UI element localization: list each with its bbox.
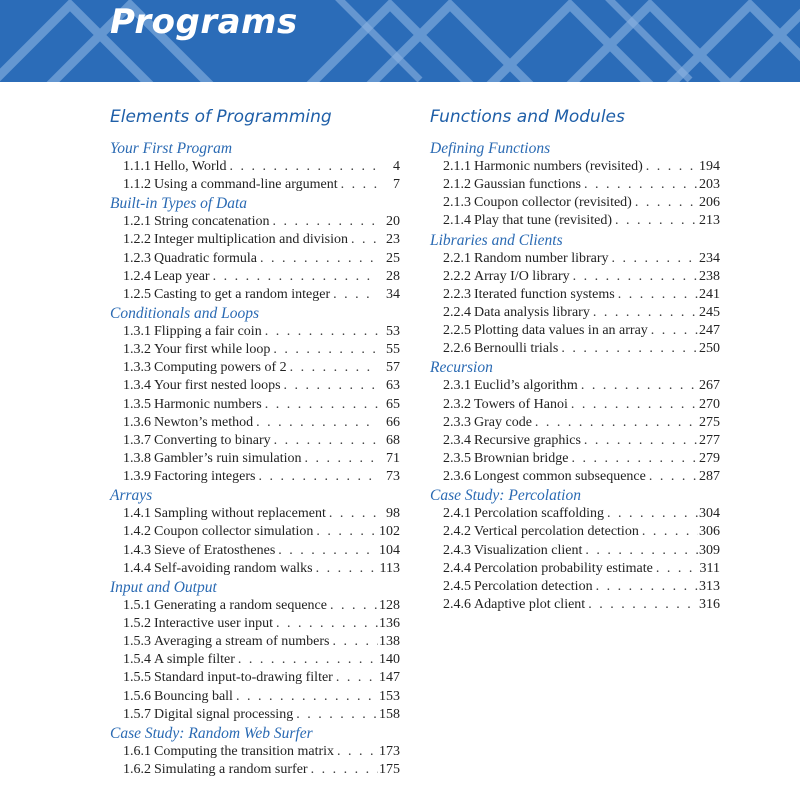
program-title: Sampling without replacement xyxy=(154,506,326,522)
page-number: 267 xyxy=(699,378,720,394)
toc-entry[interactable] xyxy=(110,743,400,761)
program-number: 1.2.3 xyxy=(123,250,151,266)
page-number: 20 xyxy=(386,214,400,230)
page-number: 309 xyxy=(699,542,720,558)
page-number: 113 xyxy=(379,560,400,576)
dot-leader xyxy=(590,304,698,322)
page-number: 245 xyxy=(699,304,720,320)
toc-entry[interactable] xyxy=(430,542,720,560)
toc-entry[interactable] xyxy=(110,633,400,651)
toc-entry[interactable] xyxy=(110,158,400,176)
program-number: 2.1.3 xyxy=(443,195,471,211)
program-title: Data analysis library xyxy=(474,304,590,320)
toc-entry[interactable] xyxy=(430,176,720,194)
program-title: Computing powers of 2 xyxy=(154,360,287,376)
page-number: 68 xyxy=(386,432,400,448)
program-number: 1.1.1 xyxy=(123,159,151,174)
dot-leader xyxy=(643,158,698,176)
page-number: 158 xyxy=(379,706,400,722)
program-title: Generating a random sequence xyxy=(154,597,327,613)
program-number: 2.1.1 xyxy=(443,159,471,174)
toc-entry[interactable] xyxy=(430,596,720,614)
dot-leader xyxy=(233,688,378,706)
program-title: Simulating a random surfer xyxy=(154,761,308,777)
program-number: 1.5.3 xyxy=(123,634,151,650)
page-number: 53 xyxy=(386,323,400,339)
toc-entry[interactable] xyxy=(110,560,400,578)
toc-entry[interactable] xyxy=(110,377,400,395)
page-number: 279 xyxy=(699,450,720,466)
page-number: 25 xyxy=(386,250,400,266)
program-title: Computing the transition matrix xyxy=(154,743,335,759)
toc-entry[interactable] xyxy=(430,322,720,340)
toc-entry[interactable] xyxy=(110,542,400,560)
program-number: 2.3.1 xyxy=(443,378,471,394)
program-number: 2.3.3 xyxy=(443,414,471,430)
program-title: Coupon collector (revisited) xyxy=(474,195,632,211)
page-number: 102 xyxy=(379,524,400,540)
program-title: Longest common subsequence xyxy=(474,469,646,485)
dot-leader xyxy=(281,377,378,395)
section-title: Arrays xyxy=(110,487,153,505)
dot-leader xyxy=(581,432,698,450)
program-number: 1.3.8 xyxy=(123,450,151,466)
toc-entry[interactable] xyxy=(110,414,400,432)
section-title: Recursion xyxy=(430,359,493,377)
toc-entry[interactable] xyxy=(110,651,400,669)
program-title: Gray code xyxy=(474,414,532,430)
program-number: 1.4.1 xyxy=(123,506,151,522)
toc-entry[interactable] xyxy=(110,615,400,633)
dot-leader xyxy=(612,212,698,230)
program-number: 1.3.2 xyxy=(123,342,151,358)
program-title: Newton’s method xyxy=(154,414,254,430)
toc-entry[interactable] xyxy=(430,560,720,578)
dot-leader xyxy=(653,560,698,578)
dot-leader xyxy=(308,761,378,779)
program-title: Percolation detection xyxy=(474,578,593,594)
page-number: 304 xyxy=(699,506,720,522)
toc-entry[interactable] xyxy=(110,468,400,486)
program-title: Converting to binary xyxy=(154,432,271,448)
dot-leader xyxy=(333,669,378,687)
program-number: 1.3.1 xyxy=(123,323,151,339)
toc-entry[interactable] xyxy=(110,706,400,724)
program-title: Recursive graphics xyxy=(474,432,581,448)
program-title: Using a command-line argument xyxy=(154,177,338,193)
program-title: Iterated function systems xyxy=(474,286,615,302)
toc-entry[interactable] xyxy=(110,688,400,706)
page-number: 7 xyxy=(393,177,400,193)
dot-leader xyxy=(313,560,378,578)
dot-leader xyxy=(270,341,378,359)
program-number: 2.1.2 xyxy=(443,177,471,193)
page-number: 65 xyxy=(386,396,400,412)
program-title: Interactive user input xyxy=(154,615,273,631)
dot-leader xyxy=(262,323,378,341)
left-column-heading: Elements of Programming xyxy=(110,107,332,127)
program-number: 2.2.1 xyxy=(443,250,471,266)
program-title: Percolation scaffolding xyxy=(474,506,604,522)
page-number: 34 xyxy=(386,286,400,302)
program-number: 1.4.2 xyxy=(123,524,151,540)
page-number: 241 xyxy=(699,286,720,302)
program-number: 1.5.7 xyxy=(123,706,151,722)
section-title: Your First Program xyxy=(110,140,233,157)
page-number: 213 xyxy=(699,213,720,229)
dot-leader xyxy=(262,396,378,414)
page-number: 73 xyxy=(386,469,400,485)
toc-entry[interactable] xyxy=(430,432,720,450)
page-number: 206 xyxy=(699,195,720,211)
program-title: Gambler’s ruin simulation xyxy=(154,450,302,466)
toc-entry[interactable] xyxy=(110,268,400,286)
program-number: 2.4.1 xyxy=(443,506,471,522)
program-title: Bouncing ball xyxy=(154,688,233,704)
section-title: Libraries and Clients xyxy=(430,231,563,249)
toc-entry[interactable] xyxy=(430,396,720,414)
section-title: Case Study: Percolation xyxy=(430,487,581,505)
program-number: 2.3.2 xyxy=(443,396,471,412)
program-title: Casting to get a random integer xyxy=(154,286,331,302)
program-title: Gaussian functions xyxy=(474,177,581,193)
program-number: 1.3.4 xyxy=(123,378,151,394)
dot-leader xyxy=(609,250,698,268)
toc-entry[interactable] xyxy=(430,340,720,358)
toc-entry[interactable] xyxy=(110,176,400,194)
page-number: 55 xyxy=(386,342,400,358)
dot-leader xyxy=(269,213,378,231)
page-number: 306 xyxy=(699,524,720,540)
toc-entry[interactable] xyxy=(110,450,400,468)
dot-leader xyxy=(275,542,378,560)
page-number: 71 xyxy=(386,450,400,466)
program-title: Adaptive plot client xyxy=(474,596,586,612)
program-number: 2.2.6 xyxy=(443,341,471,357)
program-title: Coupon collector simulation xyxy=(154,524,314,540)
toc-entry[interactable] xyxy=(110,286,400,304)
page-number: 140 xyxy=(379,652,400,668)
dot-leader xyxy=(210,268,378,286)
program-title: Play that tune (revisited) xyxy=(474,213,613,229)
toc-entry[interactable] xyxy=(110,669,400,687)
program-number: 2.2.3 xyxy=(443,286,471,302)
dot-leader xyxy=(615,286,698,304)
section-title: Input and Output xyxy=(110,578,217,596)
page-number: 136 xyxy=(379,615,400,631)
program-title: Harmonic numbers xyxy=(154,396,262,412)
toc-entry[interactable] xyxy=(430,468,720,486)
page-number: 234 xyxy=(699,250,720,266)
page-number: 250 xyxy=(699,341,720,357)
right-column-heading: Functions and Modules xyxy=(430,107,625,127)
program-title: Euclid’s algorithm xyxy=(474,378,578,394)
program-number: 1.2.1 xyxy=(123,214,151,230)
section-title: Defining Functions xyxy=(430,140,551,157)
program-number: 2.2.4 xyxy=(443,304,471,320)
dot-leader xyxy=(581,176,698,194)
dot-leader xyxy=(271,432,378,450)
dot-leader xyxy=(227,158,379,176)
program-title: String concatenation xyxy=(154,214,270,230)
dot-leader xyxy=(330,286,378,304)
dot-leader xyxy=(273,615,378,633)
program-title: Self-avoiding random walks xyxy=(154,560,313,576)
dot-leader xyxy=(334,743,378,761)
program-number: 1.2.2 xyxy=(123,232,151,248)
dot-leader xyxy=(558,340,698,358)
dot-leader xyxy=(257,250,378,268)
dot-leader xyxy=(582,542,698,560)
page-number: 175 xyxy=(379,761,400,777)
program-title: Leap year xyxy=(154,268,210,284)
toc-entry[interactable] xyxy=(110,250,400,268)
program-title: Random number library xyxy=(474,250,609,266)
program-number: 1.3.5 xyxy=(123,396,151,412)
toc-entry[interactable] xyxy=(110,396,400,414)
program-number: 2.2.2 xyxy=(443,268,471,284)
toc-entry[interactable] xyxy=(110,761,400,779)
dot-leader xyxy=(327,597,378,615)
program-title: Plotting data values in an array xyxy=(474,323,648,339)
toc-entry[interactable] xyxy=(110,341,400,359)
page-number: 23 xyxy=(386,232,400,248)
toc-entry[interactable] xyxy=(110,323,400,341)
page-number: 138 xyxy=(379,634,400,650)
program-number: 1.1.2 xyxy=(123,177,151,193)
program-title: A simple filter xyxy=(154,652,235,668)
toc-entry[interactable] xyxy=(430,505,720,523)
program-number: 1.3.9 xyxy=(123,469,151,485)
dot-leader xyxy=(255,468,378,486)
page-number: 66 xyxy=(386,414,400,430)
page-number: 194 xyxy=(699,159,720,174)
program-number: 1.4.3 xyxy=(123,542,151,558)
page-number: 153 xyxy=(379,688,400,704)
program-title: Your first nested loops xyxy=(154,378,281,394)
program-title: Integer multiplication and division xyxy=(154,232,349,248)
program-number: 1.5.2 xyxy=(123,615,151,631)
dot-leader xyxy=(348,231,378,249)
left-column xyxy=(110,104,400,779)
program-title: Vertical percolation detection xyxy=(474,524,639,540)
toc-entry[interactable] xyxy=(430,286,720,304)
program-number: 1.5.5 xyxy=(123,670,151,686)
program-number: 2.3.5 xyxy=(443,450,471,466)
program-title: Visualization client xyxy=(474,542,583,558)
program-number: 2.4.5 xyxy=(443,578,471,594)
page-number: 4 xyxy=(393,159,400,174)
page-number: 316 xyxy=(699,596,720,612)
dot-leader xyxy=(338,176,378,194)
page-number: 28 xyxy=(386,268,400,284)
toc-entry[interactable] xyxy=(110,523,400,541)
toc-entry[interactable] xyxy=(430,414,720,432)
dot-leader xyxy=(287,359,378,377)
page-number: 98 xyxy=(386,506,400,522)
page-number: 270 xyxy=(699,396,720,412)
program-title: Brownian bridge xyxy=(474,450,569,466)
dot-leader xyxy=(235,651,378,669)
program-number: 2.4.2 xyxy=(443,524,471,540)
page-number: 203 xyxy=(699,177,720,193)
program-title: Factoring integers xyxy=(154,469,256,485)
page-number: 277 xyxy=(699,432,720,448)
page-number: 104 xyxy=(379,542,400,558)
program-number: 1.3.6 xyxy=(123,414,151,430)
program-number: 1.2.4 xyxy=(123,268,151,284)
program-title: Quadratic formula xyxy=(154,250,258,266)
dot-leader xyxy=(326,505,378,523)
page-number: 275 xyxy=(699,414,720,430)
toc-entry[interactable] xyxy=(430,212,720,230)
dot-leader xyxy=(253,414,378,432)
toc-entry[interactable] xyxy=(430,194,720,212)
dot-leader xyxy=(329,633,378,651)
dot-leader xyxy=(632,194,698,212)
program-title: Your first while loop xyxy=(154,342,271,358)
section-title: Case Study: Random Web Surfer xyxy=(110,724,313,742)
program-number: 2.4.4 xyxy=(443,560,471,576)
dot-leader xyxy=(648,322,698,340)
program-title: Array I/O library xyxy=(474,268,570,284)
toc-entry[interactable] xyxy=(430,158,720,176)
dot-leader xyxy=(585,596,698,614)
dot-leader xyxy=(593,578,698,596)
toc-entry[interactable] xyxy=(430,578,720,596)
page-number: 63 xyxy=(386,378,400,394)
program-title: Flipping a fair coin xyxy=(154,323,262,339)
dot-leader xyxy=(532,414,698,432)
toc-entry[interactable] xyxy=(110,597,400,615)
dot-leader xyxy=(570,268,698,286)
program-number: 1.5.6 xyxy=(123,688,151,704)
program-title: Standard input-to-drawing filter xyxy=(154,670,333,686)
dot-leader xyxy=(313,523,378,541)
dot-leader xyxy=(293,706,378,724)
program-number: 1.6.1 xyxy=(123,743,151,759)
dot-leader xyxy=(568,450,698,468)
toc-entry[interactable] xyxy=(430,268,720,286)
header-banner xyxy=(0,0,800,82)
program-number: 2.2.5 xyxy=(443,323,471,339)
page-number: 238 xyxy=(699,268,720,284)
page-number: 128 xyxy=(379,597,400,613)
program-number: 2.4.6 xyxy=(443,596,471,612)
program-title: Hello, World xyxy=(154,159,227,174)
program-title: Averaging a stream of numbers xyxy=(154,634,330,650)
program-title: Digital signal processing xyxy=(154,706,294,722)
program-number: 1.5.1 xyxy=(123,597,151,613)
program-title: Towers of Hanoi xyxy=(474,396,568,412)
toc-entry[interactable] xyxy=(430,450,720,468)
page-number: 247 xyxy=(699,323,720,339)
program-number: 2.4.3 xyxy=(443,542,471,558)
page-number: 287 xyxy=(699,469,720,485)
dot-leader xyxy=(604,505,698,523)
toc-entry[interactable] xyxy=(110,432,400,450)
dot-leader xyxy=(639,523,698,541)
page-number: 173 xyxy=(379,743,400,759)
program-title: Bernoulli trials xyxy=(474,341,559,357)
toc-entry[interactable] xyxy=(430,304,720,322)
dot-leader xyxy=(578,377,698,395)
page-number: 57 xyxy=(386,360,400,376)
program-number: 2.3.6 xyxy=(443,469,471,485)
program-number: 2.1.4 xyxy=(443,213,471,229)
page-number: 311 xyxy=(699,560,720,576)
toc-entry[interactable] xyxy=(430,250,720,268)
section-title: Conditionals and Loops xyxy=(110,304,259,322)
dot-leader xyxy=(646,468,698,486)
program-title: Sieve of Eratosthenes xyxy=(154,542,276,558)
toc-entry[interactable] xyxy=(430,377,720,395)
banner-title: Programs xyxy=(110,2,298,42)
section-title: Built-in Types of Data xyxy=(110,195,248,213)
program-number: 1.4.4 xyxy=(123,560,151,576)
toc-entry[interactable] xyxy=(110,359,400,377)
toc-entry[interactable] xyxy=(110,213,400,231)
toc-entry[interactable] xyxy=(110,505,400,523)
toc-entry[interactable] xyxy=(110,231,400,249)
program-number: 2.3.4 xyxy=(443,432,471,448)
program-title: Percolation probability estimate xyxy=(474,560,653,576)
program-title: Harmonic numbers (revisited) xyxy=(474,159,643,174)
page-number: 147 xyxy=(379,670,400,686)
program-number: 1.6.2 xyxy=(123,761,151,777)
dot-leader xyxy=(302,450,379,468)
program-number: 1.5.4 xyxy=(123,652,151,668)
toc-entry[interactable] xyxy=(430,523,720,541)
right-column xyxy=(430,104,720,614)
program-number: 1.2.5 xyxy=(123,286,151,302)
program-number: 1.3.7 xyxy=(123,432,151,448)
dot-leader xyxy=(568,396,698,414)
page-number: 313 xyxy=(699,578,720,594)
program-number: 1.3.3 xyxy=(123,360,151,376)
